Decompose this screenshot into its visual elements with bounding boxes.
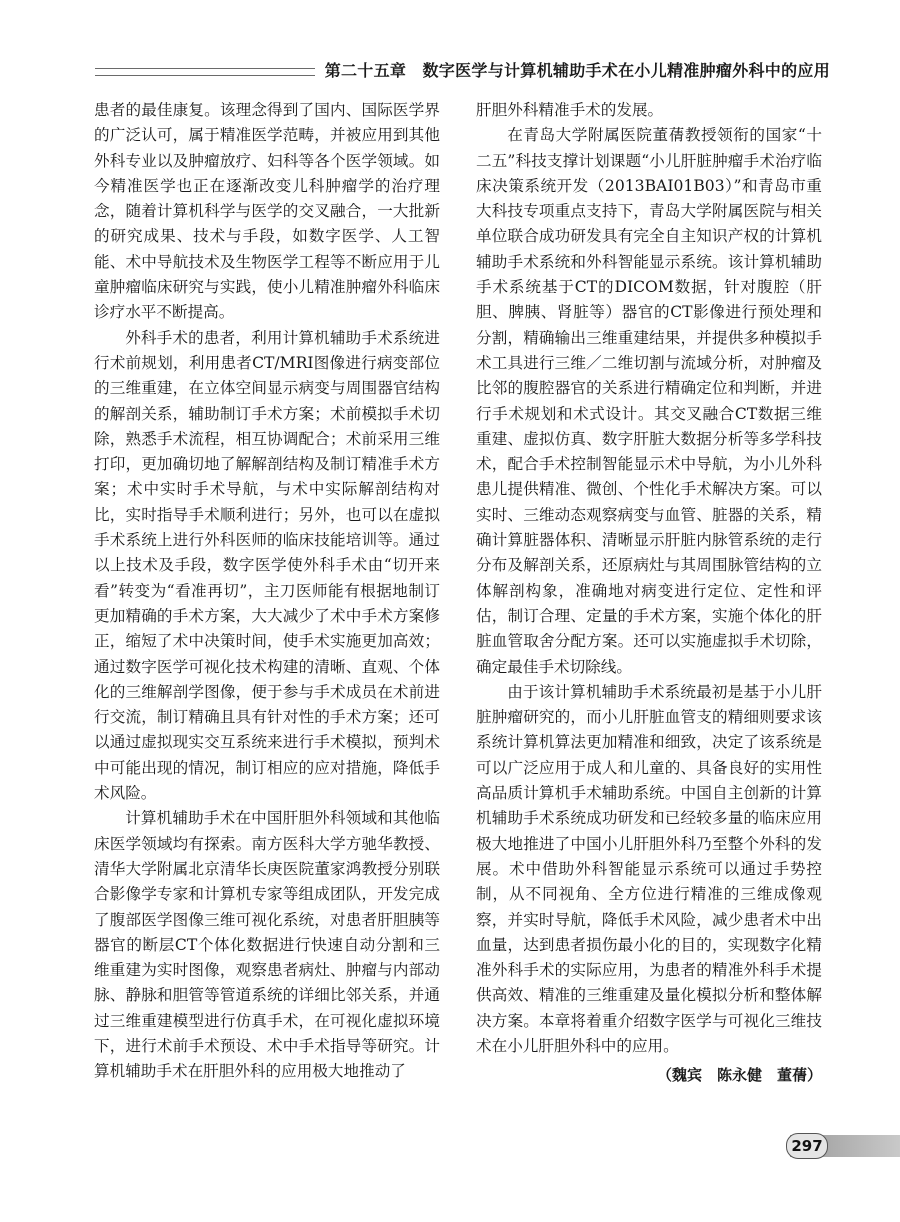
page-number: 297 <box>786 1133 828 1159</box>
paragraph: 肝胆外科精准手术的发展。 <box>476 101 664 119</box>
paragraph: 患者的最佳康复。该理念得到了国内、国际医学界的广泛认可，属于精准医学范畴，并被应用到其他外科专业以及肿瘤放疗、妇科等各个医学领域。如今精准医学也正在逐渐改变儿科肿瘤学的治疗理念，随着计算机科学与医学的交叉融合，一大批新的研究成果、技术与手段，如数字医学、人工智能、术中导航技术及生物医学工程等不断应用于儿童肿瘤临床研究与实践，使小儿精准肿瘤外科临床诊疗水平不断提高。 <box>94 101 440 322</box>
chapter-title: 第二十五章 数字医学与计算机辅助手术在小儿精准肿瘤外科中的应用 <box>315 58 830 84</box>
paragraph: 在青岛大学附属医院董蒨教授领衔的国家“十二五”科技支撑计划课题“小儿肝脏肿瘤手术治疗临床决策系统开发（2013BAI01B03）”和青岛市重大科技专项重点支持下，青岛大学附属医院与相关单位联合成功研发具有完全自主知识产权的计算机辅助手术系统和外科智能显示系统。该计算机辅助手术系统基于CT的DICOM数据，针对腹腔（肝胆、脾胰、肾脏等）器官的CT影像进行预处理和分割，精确输出三维重建结果，并提供多种模拟手术工具进行三维／二维切割与流域分析，对肿瘤及比邻的腹腔器官的关系进行精确定位和判断，并进行手术规划和术式设计。其交叉融合CT数据三维重建、虚拟仿真、数字肝脏大数据分析等多学科技术，配合手术控制智能显示术中导航，为小儿外科患儿提供精准、微创、个性化手术解决方案。可以实时、三维动态观察病变与血管、脏器的关系，精确计算脏器体积、清晰显示肝脏内脉管系统的走行分布及解剖关系，还原病灶与其周围脉管结构的立体解剖构象，准确地对病变进行定位、定性和评估，制订合理、定量的手术方案，实施个体化的肝脏血管取舍分配方案。还可以实施虚拟手术切除，确定最佳手术切除线。 <box>476 126 822 676</box>
right-column <box>476 98 822 1089</box>
paragraph: 由于该计算机辅助手术系统最初是基于小儿肝脏肿瘤研究的，而小儿肝脏血管支的精细则要求该系统计算机算法更加精准和细致，决定了该系统是可以广泛应用于成人和儿童的、具备良好的实用性高品质计算机手术辅助系统。中国自主创新的计算机辅助手术系统成功研发和已经较多量的临床应用极大地推进了中国小儿肝胆外科乃至整个外科的发展。术中借助外科智能显示系统可以通过手势控制，从不同视角、全方位进行精准的三维成像观察，并实时导航，降低手术风险，减少患者术中出血量，达到患者损伤最小化的目的，实现数字化精准外科手术的实际应用，为患者的精准外科手术提供高效、精准的三维重建及量化模拟分析和整体解决方案。本章将着重介绍数字医学与可视化三维技术在小儿肝胆外科中的应用。 <box>476 682 822 1055</box>
paragraph: 计算机辅助手术在中国肝胆外科领域和其他临床医学领域均有探索。南方医科大学方驰华教授、清华大学附属北京清华长庚医院董家鸿教授分别联合影像学专家和计算机专家等组成团队，开发完成了腹部医学图像三维可视化系统，对患者肝胆胰等器官的断层CT个体化数据进行快速自动分割和三维重建为实时图像，观察患者病灶、肿瘤与内部动脉、静脉和胆管等管道系统的详细比邻关系，并通过三维重建模型进行仿真手术，在可视化虚拟环境下，进行术前手术预设、术中手术指导等研究。计算机辅助手术在肝胆外科的应用极大地推动了 <box>94 809 440 1081</box>
left-column <box>94 98 440 1085</box>
paragraph: 外科手术的患者，利用计算机辅助手术系统进行术前规划，利用患者CT/MRI图像进行病变部位的三维重建，在立体空间显示病变与周围器官结构的解剖关系，辅助制订手术方案；术前模拟手术切除，熟悉手术流程，相互协调配合；术前采用三维打印，更加确切地了解解剖结构及制订精准手术方案；术中实时手术导航，与术中实际解剖结构对比，实时指导手术顺利进行；另外，也可以在虚拟手术系统上进行外科医师的临床技能培训等。通过以上技术及手段，数字医学使外科手术由“切开来看”转变为“看准再切”，主刀医师能有根据地制订更加精确的手术方案，大大减少了术中手术方案修正，缩短了术中决策时间，使手术实施更加高效；通过数字医学可视化技术构建的清晰、直观、个体化的三维解剖学图像，便于参与手术成员在术前进行交流，制订精确且具有针对性的手术方案；还可以通过虚拟现实交互系统来进行手术模拟，预判术中可能出现的情况，制订相应的应对措施，降低手术风险。 <box>94 328 440 803</box>
running-header <box>95 58 830 84</box>
authors: （魏宾 陈永健 董蒨） <box>656 1066 822 1085</box>
